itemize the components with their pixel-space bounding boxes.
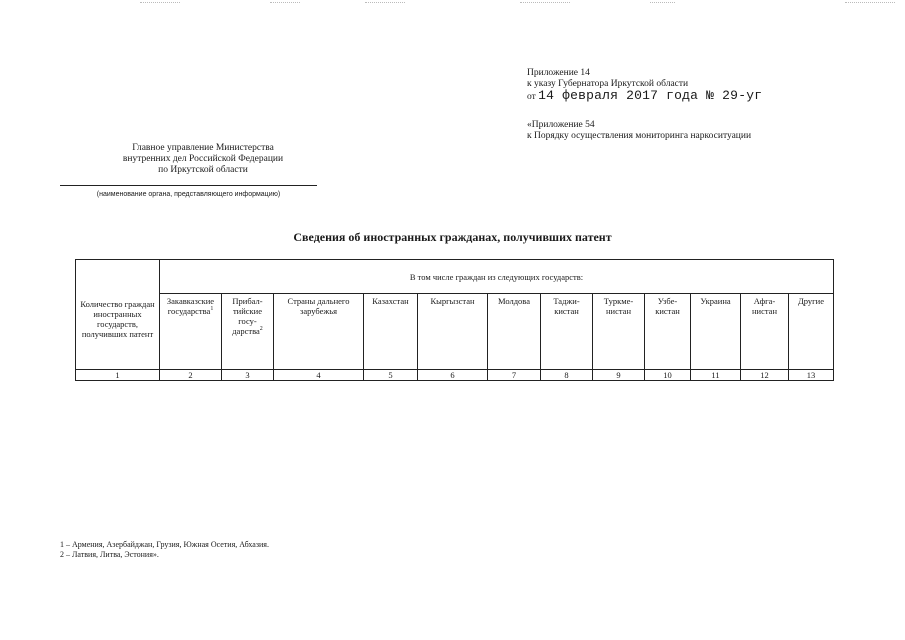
appendix-14-date-line [527,90,762,103]
scan-artifact [365,2,405,3]
column-number: 6 [418,370,488,381]
scan-artifact [270,2,300,3]
column-header [222,294,274,370]
organization-underline [60,185,317,186]
column-number: 7 [488,370,541,381]
scan-artifact [650,2,675,3]
column-header-label: Украина [700,296,731,306]
organization-caption: (наименование органа, представляющего информацию) [96,191,281,198]
column-header-label: Кыргызстан [430,296,475,306]
footnotes [60,540,269,560]
decree-date-number: 14 февраля 2017 года № 29-уг [538,88,763,103]
appendix-14-decree: к указу Губернатора Иркутской области [527,79,689,89]
column-number: 8 [541,370,593,381]
column-header [691,294,741,370]
column-number: 13 [789,370,834,381]
scan-artifact [520,2,570,3]
column-header-label: Таджи-кистан [553,296,580,316]
column-header [364,294,418,370]
column-header [645,294,691,370]
column-number: 4 [274,370,364,381]
column-number: 9 [593,370,645,381]
column-number: 5 [364,370,418,381]
patent-table [75,259,834,381]
column-header [789,294,834,370]
column-header-label: Афга-нистан [751,296,777,316]
column-header-label: Казахстан [372,296,409,306]
appendix-54-subtitle: к Порядку осуществления мониторинга наркоситуации [527,131,752,141]
column-header [418,294,488,370]
footnote-2: 2 – Латвия, Литва, Эстония». [60,550,159,559]
column-header-label: Туркме-нистан [603,296,634,316]
column-header [160,294,222,370]
appendix-54-block [527,120,751,142]
footnote-marker: 1 [210,306,214,313]
column-header [541,294,593,370]
document-title: Сведения об иностранных гражданах, получивших патент [293,230,612,244]
date-prefix: от [527,92,536,102]
appendix-14-block [527,68,762,103]
appendix-14-title: Приложение 14 [527,68,590,78]
organization-name [88,143,318,176]
column-header [488,294,541,370]
column-header [274,294,364,370]
column-header-label: Прибал-тийские госу-дарства [232,296,263,336]
organization-line-2: внутренних дел Российской Федерации [122,154,284,164]
column-header-label: Молдова [498,296,530,306]
footnote-marker: 2 [259,326,263,333]
scan-artifact [845,2,895,3]
column-number: 2 [160,370,222,381]
footnote-1: 1 – Армения, Азербайджан, Грузия, Южная Осетия, Абхазия. [60,540,269,549]
column-header-label: Узбе-кистан [655,296,680,316]
scan-artifact [140,2,180,3]
column-header [741,294,789,370]
column-number: 10 [645,370,691,381]
column-header [593,294,645,370]
column-header-label: Другие [798,296,824,306]
header-country-group: В том числе граждан из следующих государств: [160,260,834,294]
organization-line-1: Главное управление Министерства [132,143,274,153]
column-number: 12 [741,370,789,381]
column-header-label: Закавказские государства [166,296,215,316]
header-total-count: Количество граждан иностранных государств, получивших патент [76,260,160,370]
column-number: 1 [76,370,160,381]
column-number: 3 [222,370,274,381]
column-number: 11 [691,370,741,381]
organization-line-3: по Иркутской области [158,165,248,175]
column-header-label: Страны дальнего зарубежья [287,296,350,316]
appendix-54-title: «Приложение 54 [527,120,595,130]
